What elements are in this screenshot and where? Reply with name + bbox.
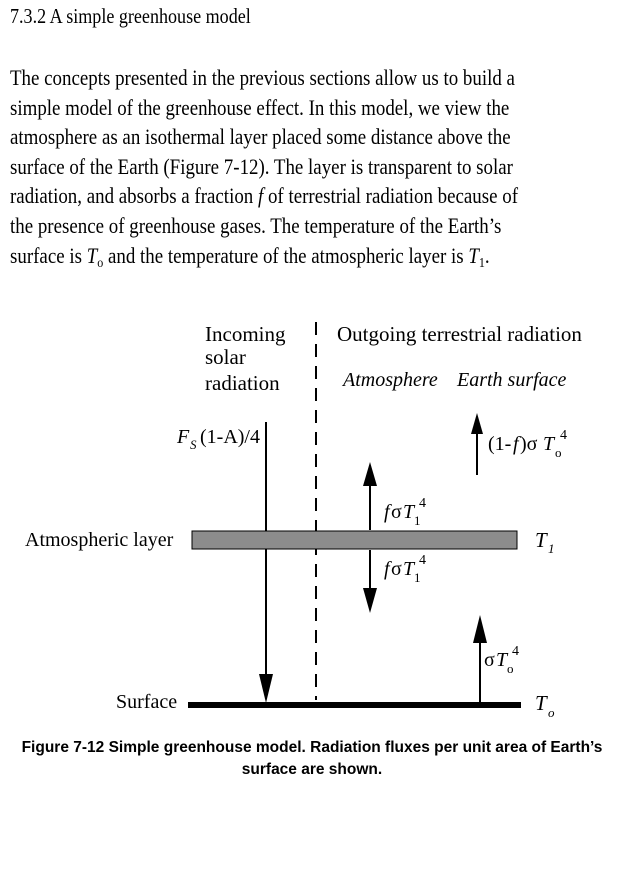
figure-caption — [0, 737, 624, 781]
svg-text:T: T — [535, 691, 547, 715]
solar-arrowhead — [259, 674, 273, 703]
svg-text:σ: σ — [391, 558, 402, 580]
svg-text:f: f — [384, 501, 390, 523]
svg-text:σ: σ — [391, 501, 402, 523]
variable-f: f — [257, 183, 264, 209]
layer-upward-arrowhead — [363, 462, 377, 486]
atmospheric-layer-bar — [192, 531, 517, 549]
paragraph-text: of terrestrial radiation because of — [263, 183, 519, 209]
greenhouse-model-figure — [0, 300, 624, 730]
svg-text:(1-A)/4: (1-A)/4 — [200, 426, 260, 448]
subscript: o — [97, 255, 104, 271]
svg-text:4: 4 — [419, 553, 426, 568]
svg-text:1: 1 — [548, 541, 555, 556]
svg-text:1: 1 — [414, 570, 421, 585]
svg-text:o: o — [555, 445, 562, 460]
svg-text:)σ: )σ — [520, 433, 538, 455]
paragraph-line — [10, 241, 579, 271]
paragraph-text: radiation, and absorbs a fraction — [10, 183, 258, 209]
svg-text:T: T — [543, 433, 555, 455]
paragraph-line: the presence of greenhouse gases. The temperature of the Earth’s — [10, 212, 502, 238]
svg-text:T: T — [403, 558, 415, 580]
svg-text:1: 1 — [414, 513, 421, 528]
paragraph-line: atmosphere as an isothermal layer placed some distance above the — [10, 124, 511, 150]
paragraph-line: The concepts presented in the previous sections allow us to build a — [10, 65, 515, 90]
incoming-label-line2: solar — [205, 345, 246, 369]
paragraph-text: surface is — [10, 242, 87, 268]
surface-label: Surface — [116, 691, 178, 713]
outgoing-heading: Outgoing terrestrial radiation — [337, 322, 582, 346]
body-paragraph — [10, 63, 579, 270]
caption-line: Figure 7-12 Simple greenhouse model. Radiation fluxes per unit area of Earth’s — [21, 739, 603, 756]
transmitted-surface-arrowhead — [471, 413, 483, 434]
paragraph-text: and the temperature of the atmospheric layer is — [103, 242, 469, 268]
svg-text:F: F — [177, 426, 190, 448]
paragraph-line: simple model of the greenhouse effect. In this model, we view the — [10, 94, 510, 120]
svg-text:f: f — [513, 433, 519, 455]
surface-flux-label — [484, 644, 519, 676]
svg-text:4: 4 — [419, 496, 426, 511]
earth-surface-column-label: Earth surface — [457, 369, 567, 391]
caption-line: surface are shown. — [241, 761, 383, 778]
surface-bar — [188, 702, 521, 708]
surface-emission-arrowhead — [473, 615, 487, 643]
layer-downward-flux-label — [384, 553, 426, 585]
solar-flux-label — [176, 426, 260, 452]
layer-temperature-label — [535, 528, 555, 556]
svg-text:4: 4 — [512, 644, 519, 659]
variable-t: T — [86, 242, 98, 268]
svg-text:T: T — [535, 528, 547, 552]
svg-text:f: f — [384, 558, 390, 580]
svg-text:4: 4 — [560, 428, 567, 443]
atmosphere-column-label: Atmosphere — [343, 369, 438, 391]
layer-upward-flux-label — [384, 496, 426, 528]
paragraph-line — [10, 181, 579, 211]
svg-text:S: S — [190, 437, 197, 452]
svg-text:o: o — [548, 705, 555, 720]
variable-t: T — [468, 242, 479, 268]
subscript: 1 — [478, 255, 485, 271]
incoming-label-line1: Incoming — [205, 322, 286, 346]
incoming-label-line3: radiation — [205, 371, 280, 395]
atmospheric-layer-label: Atmospheric layer — [25, 529, 174, 551]
svg-text:o: o — [507, 661, 514, 676]
svg-text:(1-: (1- — [488, 433, 512, 455]
svg-text:T: T — [403, 501, 415, 523]
svg-text:T: T — [496, 649, 508, 671]
paragraph-text: . — [484, 242, 490, 268]
paragraph-line: surface of the Earth (Figure 7-12). The layer is transparent to solar — [10, 153, 513, 179]
transmitted-flux-label — [488, 428, 567, 460]
svg-text:σ: σ — [484, 649, 495, 671]
layer-downward-arrowhead — [363, 588, 377, 613]
surface-temperature-label — [535, 691, 555, 720]
section-heading: 7.3.2 A simple greenhouse model — [10, 4, 251, 28]
